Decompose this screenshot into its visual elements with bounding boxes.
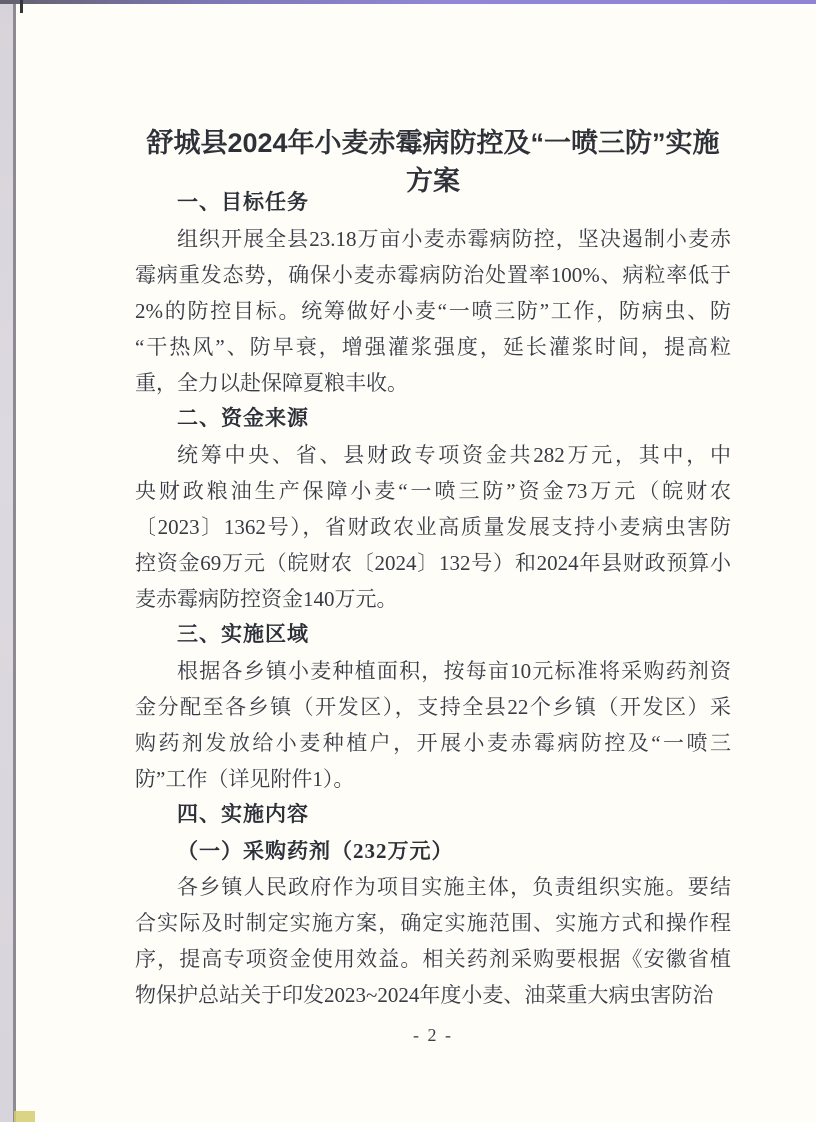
paragraph-line: 购药剂发放给小麦种植户，开展小麦赤霉病防控及“一喷三: [135, 731, 731, 755]
paragraph-line: 〔2023〕1362号），省财政农业高质量发展支持小麦病虫害防: [135, 515, 731, 539]
paragraph-line: 组织开展全县23.18万亩小麦赤霉病防控，坚决遏制小麦赤: [177, 227, 731, 251]
paragraph-line: 各乡镇人民政府作为项目实施主体，负责组织实施。要结: [177, 875, 731, 899]
paragraph-line: 合实际及时制定实施方案，确定实施范围、实施方式和操作程: [135, 911, 731, 935]
paragraph-line: 霉病重发态势，确保小麦赤霉病防治处置率100%、病粒率低于: [135, 263, 731, 287]
section-heading: 四、实施内容: [177, 803, 309, 826]
page-number: - 2 -: [413, 1025, 453, 1045]
paragraph-line: 央财政粮油生产保障小麦“一喷三防”资金73万元（皖财农: [135, 479, 731, 503]
scan-edge-left-strip: [0, 0, 13, 1122]
scan-edge-bottom-mark: [14, 1111, 35, 1122]
paragraph-line: 统筹中央、省、县财政专项资金共282万元，其中，中: [177, 443, 731, 467]
paragraph-line: 重，全力以赴保障夏粮丰收。: [135, 371, 408, 395]
paragraph-line: 序，提高专项资金使用效益。相关药剂采购要根据《安徽省植: [135, 947, 731, 971]
paragraph-line: “干热风”、防早衰，增强灌浆强度，延长灌浆时间，提高粒: [135, 335, 731, 359]
section-heading: 二、资金来源: [177, 407, 309, 430]
scan-edge-left-line: [13, 0, 16, 1122]
paragraph-line: 麦赤霉病防控资金140万元。: [135, 587, 398, 611]
document-title: 舒城县2024年小麦赤霉病防控及“一喷三防”实施方案: [146, 128, 720, 196]
paragraph-line: 控资金69万元（皖财农〔2024〕132号）和2024年县财政预算小: [135, 551, 731, 575]
section-heading: 三、实施区域: [177, 623, 309, 646]
document-body: [135, 185, 731, 1013]
section-heading: 一、目标任务: [177, 191, 309, 214]
scan-edge-top-line: [0, 0, 816, 4]
paragraph-line: 金分配至各乡镇（开发区），支持全县22个乡镇（开发区）采: [135, 695, 731, 719]
paragraph-line: 根据各乡镇小麦种植面积，按每亩10元标准将采购药剂资: [177, 659, 731, 683]
paragraph-line: 物保护总站关于印发2023~2024年度小麦、油菜重大病虫害防治: [135, 983, 714, 1007]
scan-edge-top-tick: [20, 0, 23, 13]
paragraph-line: 防”工作（详见附件1）。: [135, 767, 355, 791]
sub-section-heading: （一）采购药剂（232万元）: [177, 839, 454, 863]
paragraph-line: 2%的防控目标。统筹做好小麦“一喷三防”工作，防病虫、防: [135, 299, 731, 323]
